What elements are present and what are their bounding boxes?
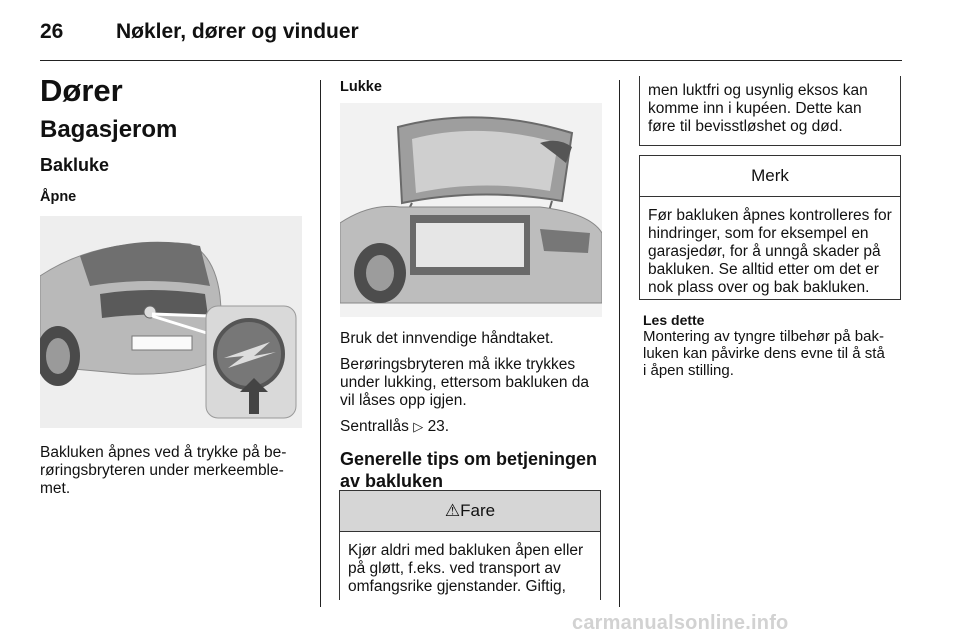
cross-reference-page[interactable]: 23.	[427, 418, 450, 435]
danger-box-continued	[639, 76, 901, 146]
danger-title: Fare	[460, 501, 496, 520]
danger-box-header	[340, 491, 600, 532]
column-2-text	[340, 330, 602, 492]
info-block	[643, 312, 905, 379]
column-2	[340, 74, 602, 96]
subtopic-title: Lukke	[340, 79, 382, 95]
open-tailgate-image	[340, 103, 602, 317]
column-divider	[320, 80, 321, 607]
paragraph: Berøringsbryteren må ikke trykkes under lukking, ettersom bakluken da vil låses opp igjen.	[340, 356, 590, 409]
danger-text-continued: men luktfri og usynlig eksos kan komme inn i kupéen. Dette kan føre til bevisstløshet og død.	[648, 82, 868, 135]
tailgate-close-illustration	[340, 103, 602, 317]
cross-reference	[340, 418, 602, 436]
note-box	[639, 155, 901, 300]
note-text: Før bakluken åpnes kontrolleres for hindringer, som for eksempel en garasjedør, for å unngå skader på bakluken. Se alltid etter om det er nok plass over og bak bakluken.	[648, 207, 892, 296]
section-title: Dører	[40, 73, 123, 108]
cross-reference-label: Sentrallås	[340, 418, 409, 435]
topic-title: Bakluke	[40, 155, 110, 175]
subtopic-title: Åpne	[40, 189, 77, 205]
column-1	[40, 74, 302, 206]
open-caption: Bakluken åpnes ved å trykke på be- røringsbryteren under merkeemble- met.	[40, 444, 287, 497]
page-header	[40, 14, 902, 61]
column-divider	[619, 80, 620, 607]
info-text: Montering av tyngre tilbehør på bak- luken kan påvirke dens evne til å stå i åpen stilling.	[643, 328, 885, 379]
watermark: carmanualsonline.info	[572, 612, 789, 634]
danger-text: Kjør aldri med bakluken åpen eller på gløtt, f.eks. ved transport av omfangsrike gjenstander. Giftig,	[348, 542, 584, 595]
danger-box	[339, 490, 601, 600]
topic-title: Generelle tips om betjeningen av bakluken	[340, 449, 598, 491]
warning-triangle-icon: ⚠	[444, 501, 461, 520]
subsection-title: Bagasjerom	[40, 116, 178, 143]
page-number: 26	[40, 20, 64, 43]
note-title: Merk	[640, 156, 900, 197]
tailgate-open-illustration	[40, 216, 302, 428]
car-rear-image	[40, 216, 302, 428]
running-title: Nøkler, dører og vinduer	[116, 20, 359, 43]
reference-arrow-icon: ▷	[413, 419, 424, 434]
info-title: Les dette	[643, 312, 705, 328]
paragraph: Bruk det innvendige håndtaket.	[340, 330, 554, 347]
